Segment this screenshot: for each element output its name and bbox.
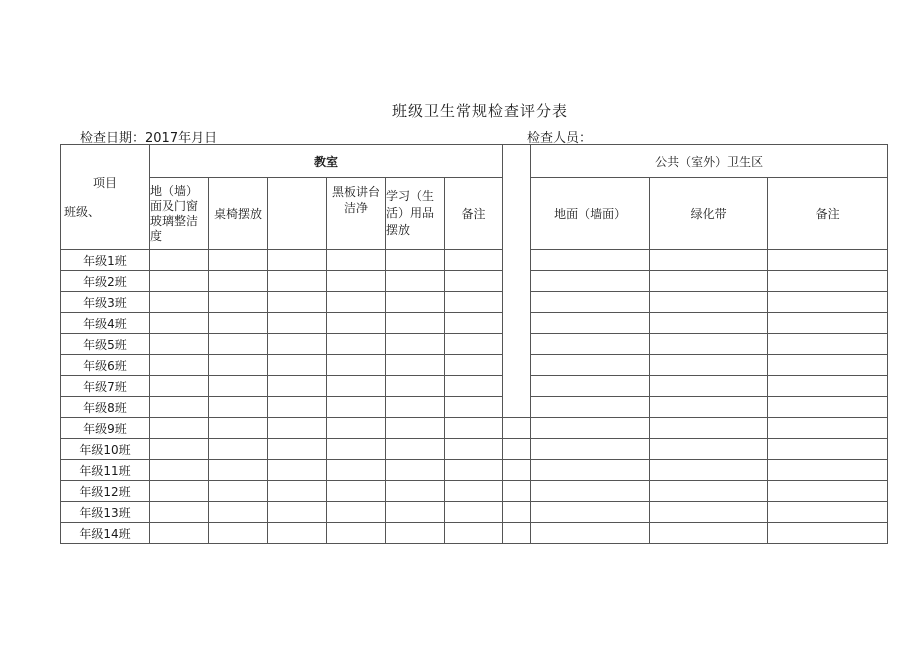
inspector-label: 检查人员： — [527, 131, 593, 146]
score-cell[interactable] — [209, 292, 268, 313]
table-row — [61, 397, 888, 418]
score-cell[interactable] — [445, 250, 503, 271]
score-cell[interactable] — [268, 481, 327, 502]
score-cell[interactable] — [650, 313, 768, 334]
score-cell[interactable] — [768, 355, 888, 376]
score-cell[interactable] — [531, 313, 650, 334]
score-cell[interactable] — [327, 292, 386, 313]
row-label: 年级14班 — [61, 523, 150, 544]
score-cell[interactable] — [209, 313, 268, 334]
score-cell[interactable] — [386, 271, 445, 292]
score-cell[interactable] — [445, 397, 503, 418]
score-cell[interactable] — [268, 355, 327, 376]
row-label: 年级3班 — [61, 292, 150, 313]
table-row — [61, 271, 888, 292]
score-cell[interactable] — [150, 271, 209, 292]
row-label: 年级2班 — [61, 271, 150, 292]
table-row — [61, 334, 888, 355]
score-cell[interactable] — [150, 355, 209, 376]
row-label: 年级1班 — [61, 250, 150, 271]
score-cell[interactable] — [531, 292, 650, 313]
table-row — [61, 250, 888, 271]
score-cell[interactable] — [386, 502, 445, 523]
score-cell[interactable] — [650, 418, 768, 439]
score-cell[interactable] — [268, 460, 327, 481]
score-cell[interactable] — [768, 439, 888, 460]
score-cell[interactable] — [268, 313, 327, 334]
score-cell[interactable] — [268, 376, 327, 397]
table-row — [61, 355, 888, 376]
score-cell[interactable] — [650, 250, 768, 271]
score-cell[interactable] — [768, 418, 888, 439]
score-cell[interactable] — [531, 397, 650, 418]
score-cell[interactable] — [327, 439, 386, 460]
table-row — [61, 376, 888, 397]
score-cell[interactable] — [445, 439, 503, 460]
col-green-belt: 绿化带 — [650, 178, 768, 250]
row-label: 年级11班 — [61, 460, 150, 481]
score-cell[interactable] — [268, 334, 327, 355]
score-cell[interactable] — [386, 460, 445, 481]
gap-cell[interactable] — [503, 481, 531, 502]
score-cell[interactable] — [327, 271, 386, 292]
score-cell[interactable] — [150, 481, 209, 502]
inspection-date-label: 检查日期：2017年月日 — [80, 131, 218, 146]
score-cell[interactable] — [768, 502, 888, 523]
col-classroom-remarks: 备注 — [445, 178, 503, 250]
score-cell[interactable] — [150, 250, 209, 271]
row-label: 年级13班 — [61, 502, 150, 523]
score-cell[interactable] — [327, 376, 386, 397]
header-row-groups — [61, 145, 888, 178]
score-cell[interactable] — [650, 271, 768, 292]
score-cell[interactable] — [386, 355, 445, 376]
score-cell[interactable] — [150, 376, 209, 397]
score-cell[interactable] — [386, 313, 445, 334]
score-cell[interactable] — [209, 439, 268, 460]
header-row-columns — [61, 178, 888, 250]
score-cell[interactable] — [445, 334, 503, 355]
corner-item-label: 项目 — [93, 176, 118, 190]
score-cell[interactable] — [209, 397, 268, 418]
gap-column-merged[interactable] — [503, 145, 531, 418]
col-public-floor: 地面（墙面） — [531, 178, 650, 250]
score-cell[interactable] — [650, 439, 768, 460]
score-cell[interactable] — [327, 523, 386, 544]
score-cell[interactable] — [531, 355, 650, 376]
score-cell[interactable] — [209, 502, 268, 523]
score-cell[interactable] — [386, 397, 445, 418]
score-cell[interactable] — [531, 334, 650, 355]
col-study-supplies: 学习（生活）用品摆放 — [386, 178, 445, 250]
score-cell[interactable] — [150, 334, 209, 355]
public-group-header: 公共（室外）卫生区 — [531, 145, 888, 178]
score-cell[interactable] — [650, 502, 768, 523]
col-blackboard-podium: 黑板讲台洁净 — [327, 178, 386, 250]
score-cell[interactable] — [327, 481, 386, 502]
score-cell[interactable] — [386, 334, 445, 355]
score-cell[interactable] — [650, 460, 768, 481]
row-label: 年级9班 — [61, 418, 150, 439]
score-cell[interactable] — [768, 523, 888, 544]
score-cell[interactable] — [209, 481, 268, 502]
score-cell[interactable] — [327, 355, 386, 376]
score-cell[interactable] — [531, 460, 650, 481]
table-row — [61, 481, 888, 502]
score-cell[interactable] — [209, 376, 268, 397]
score-cell[interactable] — [531, 376, 650, 397]
score-cell[interactable] — [531, 439, 650, 460]
corner-header-cell — [61, 145, 150, 250]
score-cell[interactable] — [768, 313, 888, 334]
score-cell[interactable] — [531, 502, 650, 523]
score-cell[interactable] — [150, 418, 209, 439]
gap-cell[interactable] — [503, 418, 531, 439]
score-cell[interactable] — [768, 397, 888, 418]
score-cell[interactable] — [209, 355, 268, 376]
gap-cell[interactable] — [503, 523, 531, 544]
classroom-group-header: 教室 — [150, 145, 503, 178]
score-cell[interactable] — [150, 523, 209, 544]
score-cell[interactable] — [650, 334, 768, 355]
table-row — [61, 418, 888, 439]
row-label: 年级8班 — [61, 397, 150, 418]
score-cell[interactable] — [445, 523, 503, 544]
score-cell[interactable] — [209, 250, 268, 271]
score-cell[interactable] — [268, 418, 327, 439]
score-cell[interactable] — [386, 292, 445, 313]
score-cell[interactable] — [386, 481, 445, 502]
table-row — [61, 313, 888, 334]
score-cell[interactable] — [768, 334, 888, 355]
page-title: 班级卫生常规检查评分表 — [391, 102, 568, 120]
score-cell[interactable] — [445, 313, 503, 334]
score-cell[interactable] — [386, 418, 445, 439]
col-desks-chairs: 桌椅摆放 — [209, 178, 268, 250]
col-blank — [268, 178, 327, 250]
score-cell[interactable] — [768, 250, 888, 271]
score-cell[interactable] — [768, 292, 888, 313]
score-cell[interactable] — [150, 439, 209, 460]
score-cell[interactable] — [268, 250, 327, 271]
score-cell[interactable] — [327, 250, 386, 271]
col-public-remarks: 备注 — [768, 178, 888, 250]
score-cell[interactable] — [445, 481, 503, 502]
score-cell[interactable] — [768, 481, 888, 502]
score-cell[interactable] — [531, 523, 650, 544]
gap-cell[interactable] — [503, 502, 531, 523]
score-cell[interactable] — [268, 523, 327, 544]
score-cell[interactable] — [327, 502, 386, 523]
score-cell[interactable] — [209, 271, 268, 292]
score-cell[interactable] — [445, 502, 503, 523]
corner-class-label: 班级、 — [64, 205, 101, 219]
row-label: 年级12班 — [61, 481, 150, 502]
score-cell[interactable] — [650, 355, 768, 376]
score-cell[interactable] — [386, 376, 445, 397]
score-cell[interactable] — [150, 313, 209, 334]
table-row — [61, 502, 888, 523]
score-cell[interactable] — [268, 292, 327, 313]
score-cell[interactable] — [445, 271, 503, 292]
score-cell[interactable] — [327, 397, 386, 418]
score-cell[interactable] — [327, 460, 386, 481]
score-cell[interactable] — [209, 460, 268, 481]
col-floor-wall-windows: 地（墙）面及门窗玻璃整洁度 — [150, 178, 209, 250]
table-row — [61, 460, 888, 481]
score-cell[interactable] — [531, 271, 650, 292]
table-row — [61, 292, 888, 313]
score-cell[interactable] — [386, 439, 445, 460]
score-cell[interactable] — [268, 439, 327, 460]
score-cell[interactable] — [268, 397, 327, 418]
score-cell[interactable] — [150, 397, 209, 418]
score-cell[interactable] — [209, 418, 268, 439]
score-cell[interactable] — [768, 376, 888, 397]
row-label: 年级4班 — [61, 313, 150, 334]
score-cell[interactable] — [531, 481, 650, 502]
score-cell[interactable] — [650, 523, 768, 544]
score-cell[interactable] — [445, 418, 503, 439]
score-cell[interactable] — [327, 418, 386, 439]
score-cell[interactable] — [327, 334, 386, 355]
score-cell[interactable] — [768, 460, 888, 481]
table-row — [61, 523, 888, 544]
score-cell[interactable] — [650, 292, 768, 313]
score-cell[interactable] — [650, 376, 768, 397]
gap-cell[interactable] — [503, 460, 531, 481]
score-cell[interactable] — [150, 292, 209, 313]
score-table — [60, 144, 888, 544]
row-label: 年级10班 — [61, 439, 150, 460]
score-cell[interactable] — [268, 271, 327, 292]
row-label: 年级5班 — [61, 334, 150, 355]
score-cell[interactable] — [531, 418, 650, 439]
score-cell[interactable] — [445, 376, 503, 397]
score-cell[interactable] — [768, 271, 888, 292]
score-cell[interactable] — [327, 313, 386, 334]
score-cell[interactable] — [150, 460, 209, 481]
score-cell[interactable] — [531, 250, 650, 271]
score-cell[interactable] — [268, 502, 327, 523]
row-label: 年级6班 — [61, 355, 150, 376]
gap-cell[interactable] — [503, 439, 531, 460]
score-cell[interactable] — [445, 355, 503, 376]
score-cell[interactable] — [650, 397, 768, 418]
score-cell[interactable] — [386, 523, 445, 544]
score-cell[interactable] — [386, 250, 445, 271]
score-cell[interactable] — [650, 481, 768, 502]
score-cell[interactable] — [150, 502, 209, 523]
table-row — [61, 439, 888, 460]
score-cell[interactable] — [445, 460, 503, 481]
score-cell[interactable] — [445, 292, 503, 313]
score-cell[interactable] — [209, 523, 268, 544]
score-cell[interactable] — [209, 334, 268, 355]
row-label: 年级7班 — [61, 376, 150, 397]
